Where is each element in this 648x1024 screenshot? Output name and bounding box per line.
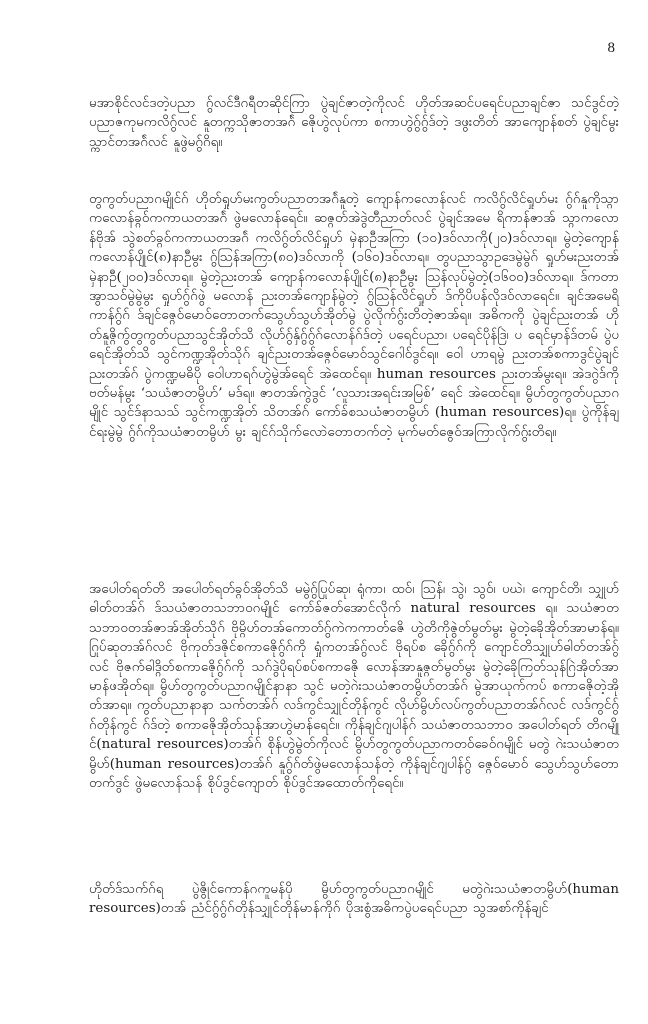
paragraph-text: တွကွတ်ပညာဂမျိုင်ဂ် ဟိုတ်ရှုဟ်မးကွတ်ပညာတအဂ်ဲနူတဲ့ ကျောန်ကလောန်လင် ကလိဂွ်လိင်ရှုဟ်မး ဂွ်ဂ်နူကိုသ္ဂာကလောန်ခ္ဂဝ်ကကာယတအဂ်ဲ ဖွဲမလောန်ရေင်။ ဆဇ္ဂတ်အဲဒွဲတီညာတ်လင် ပွဲချင်အမေ ရိကာန်ဇာအ် သ္ဂာကလောန်ဗိုအ် သွဲစတ်ခ္ဂဝ်ကကာယတအဂ်ဲ ကလိဂွ်တ်လိင်ရှုဟ် မှဲနာဦအကြာ (၁၀)ဒဝ်လာကို(၂၀)ဒဝ်လာရ။ မွဲတဲ့ကျောန်ကလောန်ပျိုင်(၈)နာဦမွး ဂွ်ဩန်အကြာ(၈၀)ဒဝ်လာကို (၁၆၀)ဒဝ်လာရ။ တွပညာသွာဥဒေမွဲမွဲဂ် ရှုဟ်မးညးတအ် မှဲနာဦ(၂၀၀)ဒဝ်လာရ။ မွဲတဲ့ညးတအ် ကျောန်ကလောန်ပျိုင်(၈)နာဦမွး ဩန်လုပ်မွဲတဲ့(၁၆၀၀)ဒဝ်လာရ။ ဒ်ကတာအွာသဝ်မွဲမွဲမွး ရှုဟ်ဂွ်ဂ်ဖွဲ မလောန် ညးတအ်ကျောန်မွဲတဲ့ ဂွ်ဩန်လိင်ရှုဟ် ဒ်ကိုပိပန်လိုဒဝ်လာရေင်။ ချင်အမေရိကာန်ဂွ်ဂ် ဒ်ချင်ဇ္ဂေဝ်မောဝ်တောတက်သွေဟ်သွဟ်အိုတ်မွဲ ပွဲလိုက်ဂွ်းတိတဲ့ဇာအ်ရ။ အဓိကကို ပွဲချင်ညးတအ် ဟိုတ်နူဇ္ဂိကွ်တွကွတ်ပညာသွင်အိုတ်သိ လိုဟ်ဂွ်နှ်ဂွ်ဂွ်ဂ်လောန်ဂ်ဒ်တဲ့ ပရေင်ပညာ၊ ပရေင်ပိုန်ဒြဲ၊ ပ ရေင်မှာန်ဒ်တမ် ပွဲပရေင်အိုတ်သိ သွင်ကဏ္ဍအိုတ်သိုဂ် ချင်ညးတအ်ဇ္ဂေဝ်မောဝ်သွင်ဂေါဝ်ဒွင်ရ။ ဝေါ ဟာရမွဲ ညးတအ်စကာဒွင်ပွဲချင်ညးတအ်ဂ် ပွဲကဏ္ဍမဓိပို ဝေါဟာရဂ်ဟွဲမွဲအ်ရေင် အဲထေင်ရ။ human resources ညးတအ်မွးရ။ အဲဒဂွဲဒ်ကိုဗတ်မန်မွး ‘သယံဇာတမွိဟ်’ မဒ်ရ။ ဇာတအ်ကွဲဒွင် ‘လူသားအရင်းအမြစ်’ ရေင် အဲထေင်ရ။ မွိဟ်တွကွတ်ပညာဂမျိုင် သွင်ဒ်နာသသ် သွင်ကဏ္ဍအိုတ် သိတအ်ဂ် ကော်ခ်စသယံဇာတမွိဟ် (human resources)ရ။ ပွဲကိုန်ချင်ရးမွဲမွဲ ဂွ်ဂ်ကိုသယံဇာတမွိဟ် မွး ချင်ဂ်သိုက်လောဲတောတက်တဲ့ မုက်မတ်ဇွေဝ်အကြာလိုက်ဂွ်းတိရ။ (89, 192, 619, 440)
page-number: 8 (607, 40, 615, 56)
paragraph-4 (89, 880, 619, 935)
paragraph-text: ဟိုတ်ဒ်သက်ဂ်ရ ပွဲဇွိုင်ကောန်ဂကူမန်ပို မွိဟ်တွကွတ်ပညာဂမျိုင် မတွဲဂဲးသယံဇာတမွိဟ်(human resources)တအ် ညံင်ဂွ်ဂွ်ဂ်တိုန်သျှုင်တိုန်မာန်ကိုဂ် ပိုဒးစွံအဓိကပွဲပရေင်ပညာ သွအစာ်ကိုန်ချင် (89, 882, 619, 917)
paragraph-1 (89, 94, 619, 168)
paragraph-3 (89, 580, 619, 809)
paragraph-text: အပေါတ်ရတ်တိ အပေါတ်ရတ်ခ္ဂဝ်အိုတ်သိ မမွဲဂွ်ပြုပ်ဆု၊ ရုံကာ၊ ထဝ်၊ ဩန်၊ သွဲ၊ သွဝ်၊ ပဃဲ၊ ကျောင်တိ၊ သျှုဟ်ဓါတ်တအ်ဂ် ဒ်သယံဇာတသဘာဝဂမျိုင် ကော်ခ်ဇတ်အောင်လိုက် natural resources ရ။ သယံဇာတသဘာဝတအ်ဇာအ်အိုတ်သိုဂ် ဗိုမ္ဂိဟ်တအ်ကောတ်ဂွ်ကဲကကာတ်ဇေိ ဟွဲတိကိုဇွဲတ်မွတ်မွး မွဲတဲ့ခေိုအိုတ်အာမာန်ရ။ ဂြုပ်ဆုတအ်ဂ်လင် ဗိုကုတ်ဒဇိုင်စကာဇေိုဂွ်ဂ်ကို ရှုံကတအ်ဂွ်လင် ဗိုရပ်စ ခေိုဂွ်ဂ်ကို ကျောင်တိသျှုဟ်ဓါတ်တအ်ဂွ်လင် ဗိုဇက်ဓါဒ္ဂိတ်စကာဇေိုဂွ်ဂ်ကို သဂ်ဒွဲပိုရပ်စပ်စကာဇေို လောန်အာနူဇ္ဂတ်မွတ်မွး မွဲတဲ့ခေိုကြတ်သုန်ဂြဲအိုတ်အာမာန်ဖအိုတ်ရ။ မွိဟ်တွကွတ်ပညာဂမျိုင်နာနာ သွင် မတဲ့ဂဲးသယံဇာတမွိဟ်တအ်ဂ် မွဲအာယုက်ကပ် စကာဇေိုတဲ့အိုတ်အာရ။ ကွတ်ပညာနာနာ သက်တအ်ဂ် လဒ်ကွင်သျှုင်တိုန်ကွင် လိုဟ်မွိဟ်လပ်ကွတ်ပညာတအ်ဂ်လင် လဒ်ကွင်ဂွ်ဂ်တိုန်ကွင် ဂ်ဒ်တဲ့ စကာဇေိုအိုတ်သုန်အာဟွဲမာန်ရေင်။ ကိုန်ချင်ဂျပါန်ဂ် သယံဇာတသဘာဝ အပေါတ်ရတ် တိဂမျိုင်(natural resources)တအ်ဂ် စိုန်ဟွဲမွဲတ်ကိုလင် မွိဟ်တွကွတ်ပညာကတဝ်ခေဝ်ဂမျိုင် မတွဲ ဂဲးသယံဇာတမွိဟ်(human resources)တအ်ဂ် နူဂွ်ဂ်တ်ဖွဲမလောန်သန်တဲ့ ကိုန်ချင်ဂျပါန်ဂွ် ဇ္ဂေဝ်မောဝ် သွေဟ်သွဟ်တောတက်ဒွင် ဖွဲမလောန်သန် စိုပ်ဒွင်ကျောတ် စိုပ်ဒွင်အထောတ်ကိုရေင်။ (89, 582, 620, 792)
paragraph-text: မအာစိုင်လင်ဒတဲ့ပညာ ဂွ်လင်ဒီဂရီတဆိုင်ကြာ ပွဲချင်ဇာတဲ့ကိုလင် ဟိုတ်အဆင်ပရေင်ပညာချင်ဇာ သင်ဒွင်တဲ့ ပညာဇကုမကလိဂွ်လင် နူတက္ကသိုဇာတအဂ်ဲ ဇေိုဟွဲလုပ်ကာ စကာဟွဲဂွ်ဂွ်ဒ်တဲ့ ဒဖွးတိတ် အာကျောန်စတ် ပွဲချင်မွးသ္ကာင်တအဂ်ဲလင် နူဖွဲမဂွ်ဂိရ။ (89, 96, 619, 150)
paragraph-2 (89, 190, 619, 458)
